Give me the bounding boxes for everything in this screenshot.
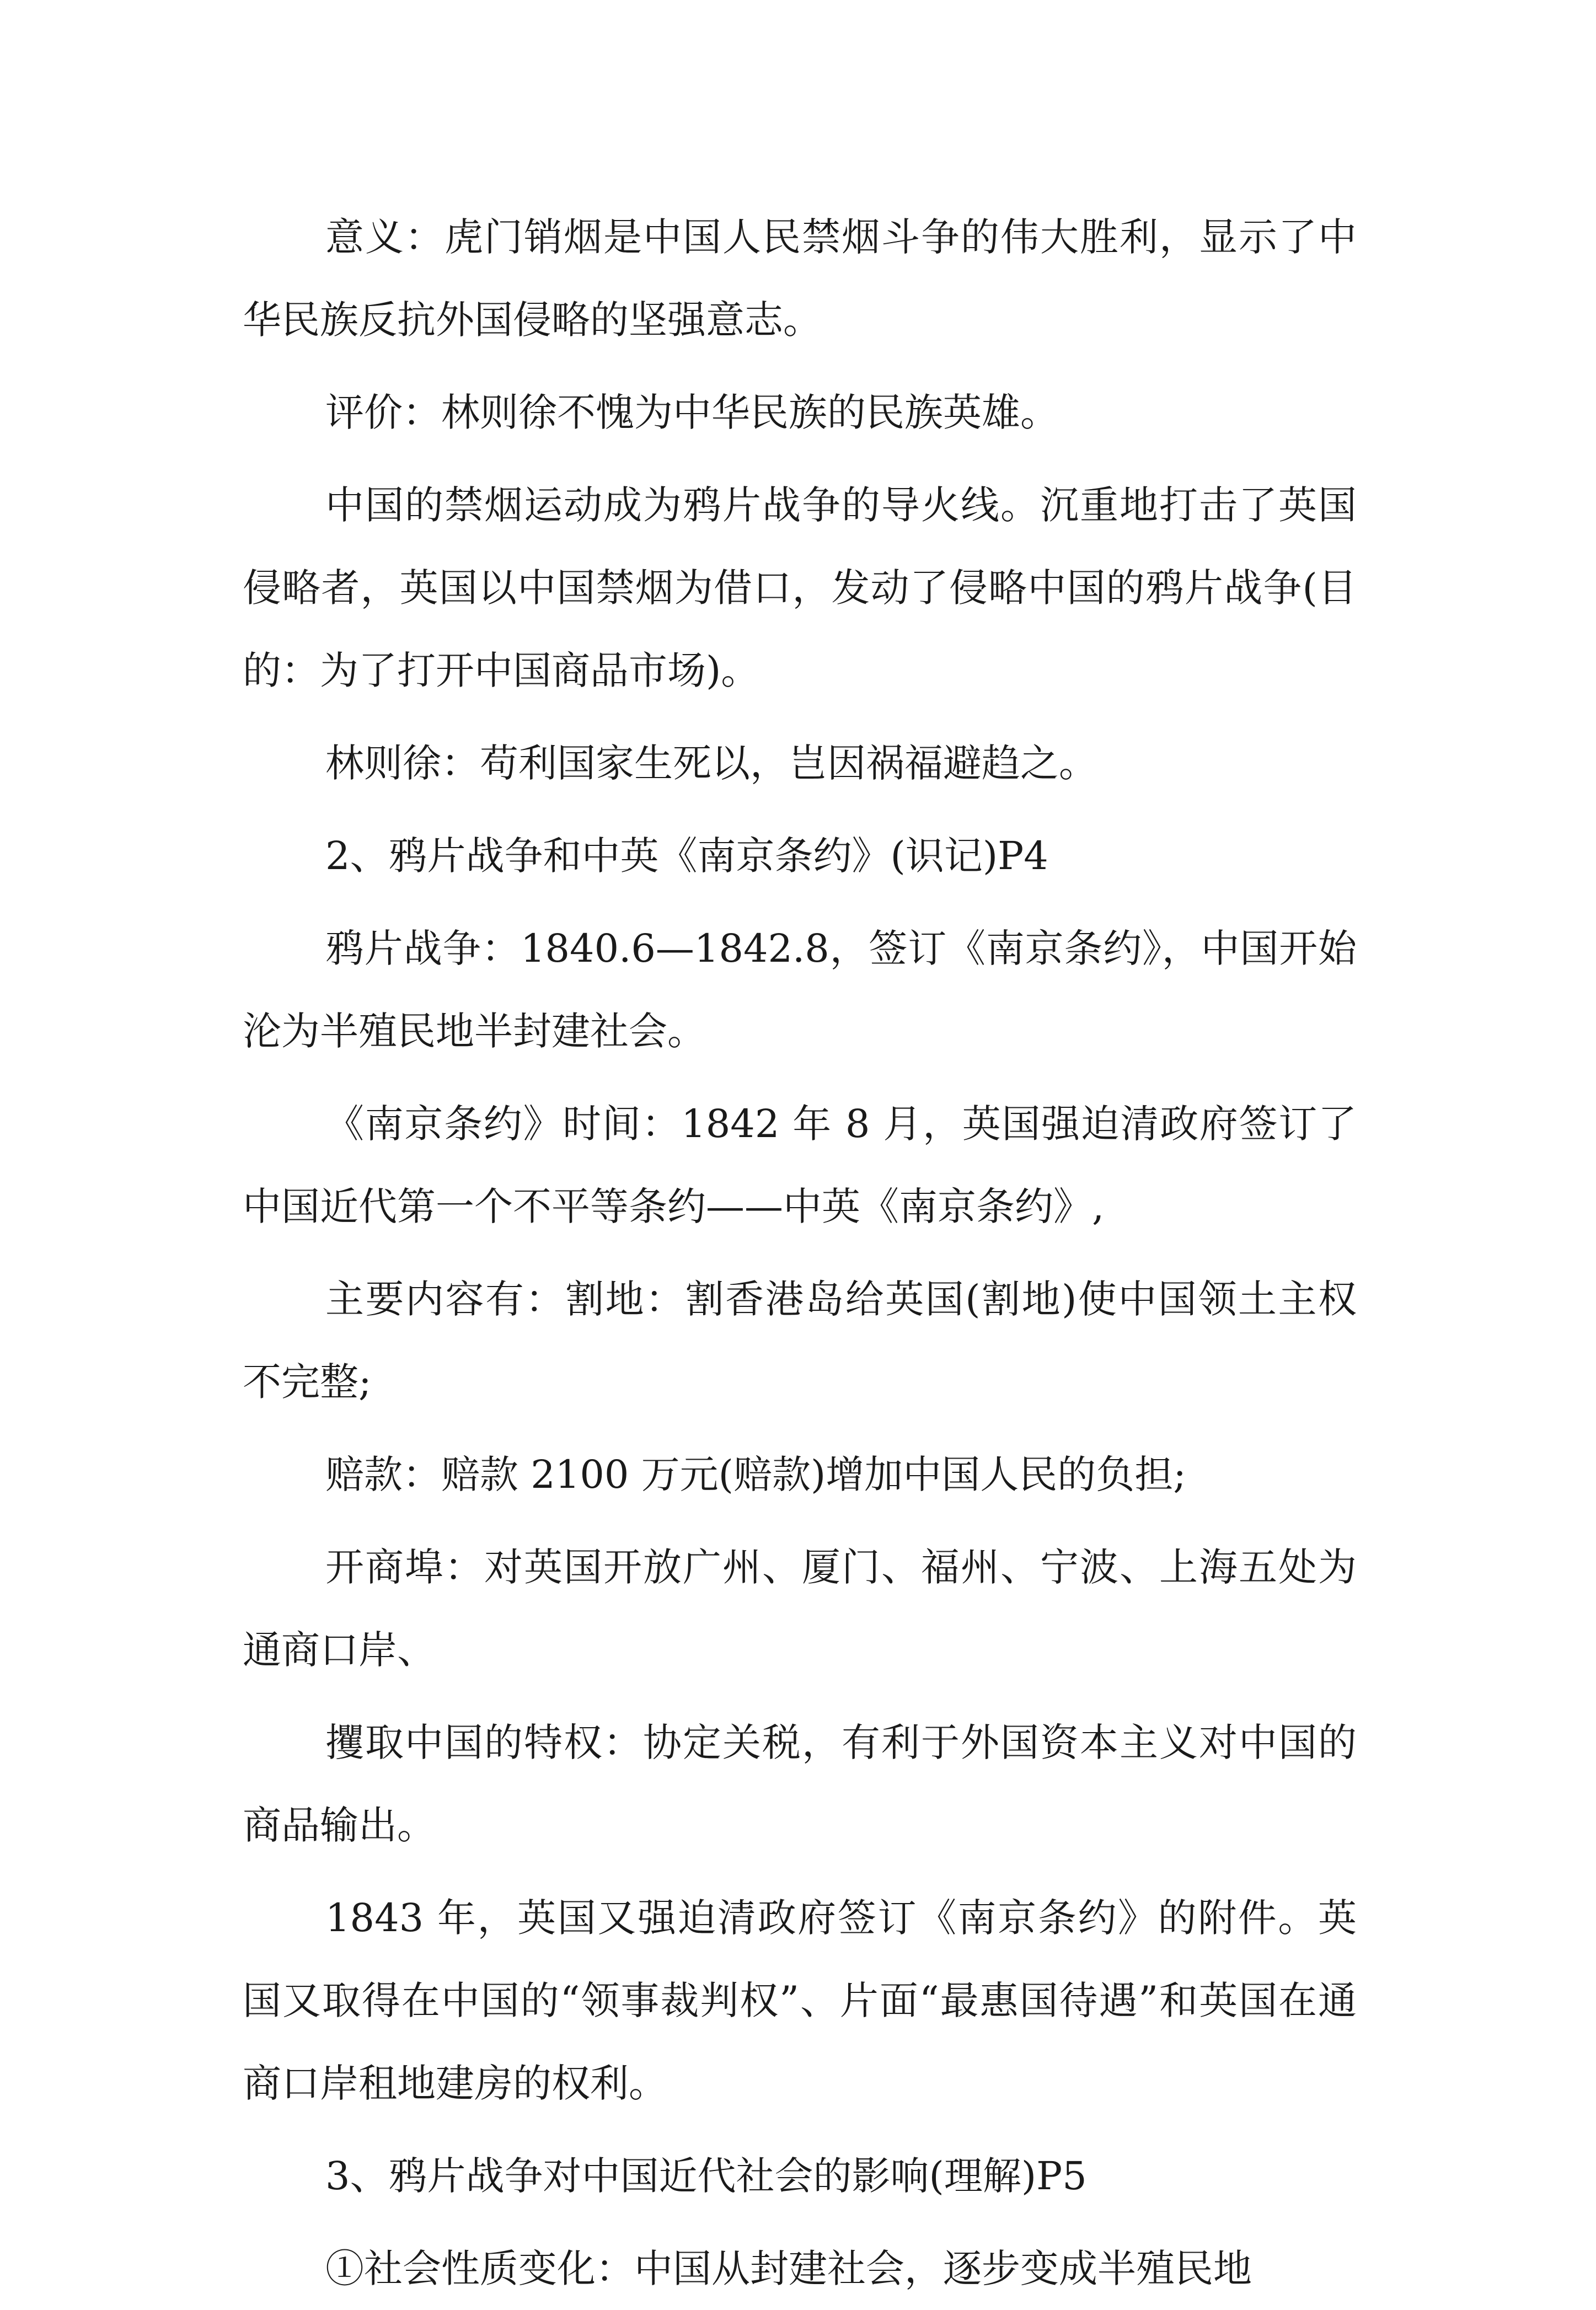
paragraph-social-nature-change: ①社会性质变化：中国从封建社会，逐步变成半殖民地 bbox=[325, 2246, 1252, 2291]
paragraph-opium-ban-fuse: 中国的禁烟运动成为鸦片战争的导火线。沉重地打击了英国侵略者，英国以中国禁烟为借口，发动了侵略中国的鸦片战争(目的：为了打开中国商品市场)。 bbox=[243, 483, 1357, 693]
section-heading-opium-war-treaty: 2、鸦片战争和中英《南京条约》(识记)P4 bbox=[325, 833, 1048, 878]
paragraph-cession-of-land: 主要内容有：割地：割香港岛给英国(割地)使中国领土主权不完整; bbox=[243, 1277, 1357, 1405]
section-heading-war-impact: 3、鸦片战争对中国近代社会的影响(理解)P5 bbox=[325, 2153, 1087, 2199]
paragraph-indemnity: 赔款：赔款 2100 万元(赔款)增加中国人民的负担; bbox=[325, 1452, 1186, 1497]
paragraph-privileges: 攫取中国的特权：协定关税，有利于外国资本主义对中国的商品输出。 bbox=[243, 1720, 1357, 1848]
paragraph-treaty-ports: 开商埠：对英国开放广州、厦门、福州、宁波、上海五处为通商口岸、 bbox=[243, 1545, 1357, 1673]
document-body bbox=[243, 196, 1357, 2310]
paragraph-treaty-time: 《南京条约》时间：1842 年 8 月，英国强迫清政府签订了中国近代第一个不平等条约——中英《南京条约》, bbox=[243, 1101, 1357, 1229]
paragraph-significance: 意义：虎门销烟是中国人民禁烟斗争的伟大胜利，显示了中华民族反抗外国侵略的坚强意志。 bbox=[243, 215, 1357, 342]
paragraph-1843-supplement: 1843 年，英国又强迫清政府签订《南京条约》的附件。英国又取得在中国的“领事裁判权”、片面“最惠国待遇”和英国在通商口岸租地建房的权利。 bbox=[243, 1895, 1357, 2106]
paragraph-lin-zexu-quote: 林则徐：苟利国家生死以，岂因祸福避趋之。 bbox=[325, 741, 1097, 786]
paragraph-opium-war-dates: 鸦片战争：1840.6—1842.8，签订《南京条约》，中国开始沦为半殖民地半封建社会。 bbox=[243, 926, 1357, 1054]
paragraph-evaluation: 评价：林则徐不愧为中华民族的民族英雄。 bbox=[325, 390, 1059, 435]
